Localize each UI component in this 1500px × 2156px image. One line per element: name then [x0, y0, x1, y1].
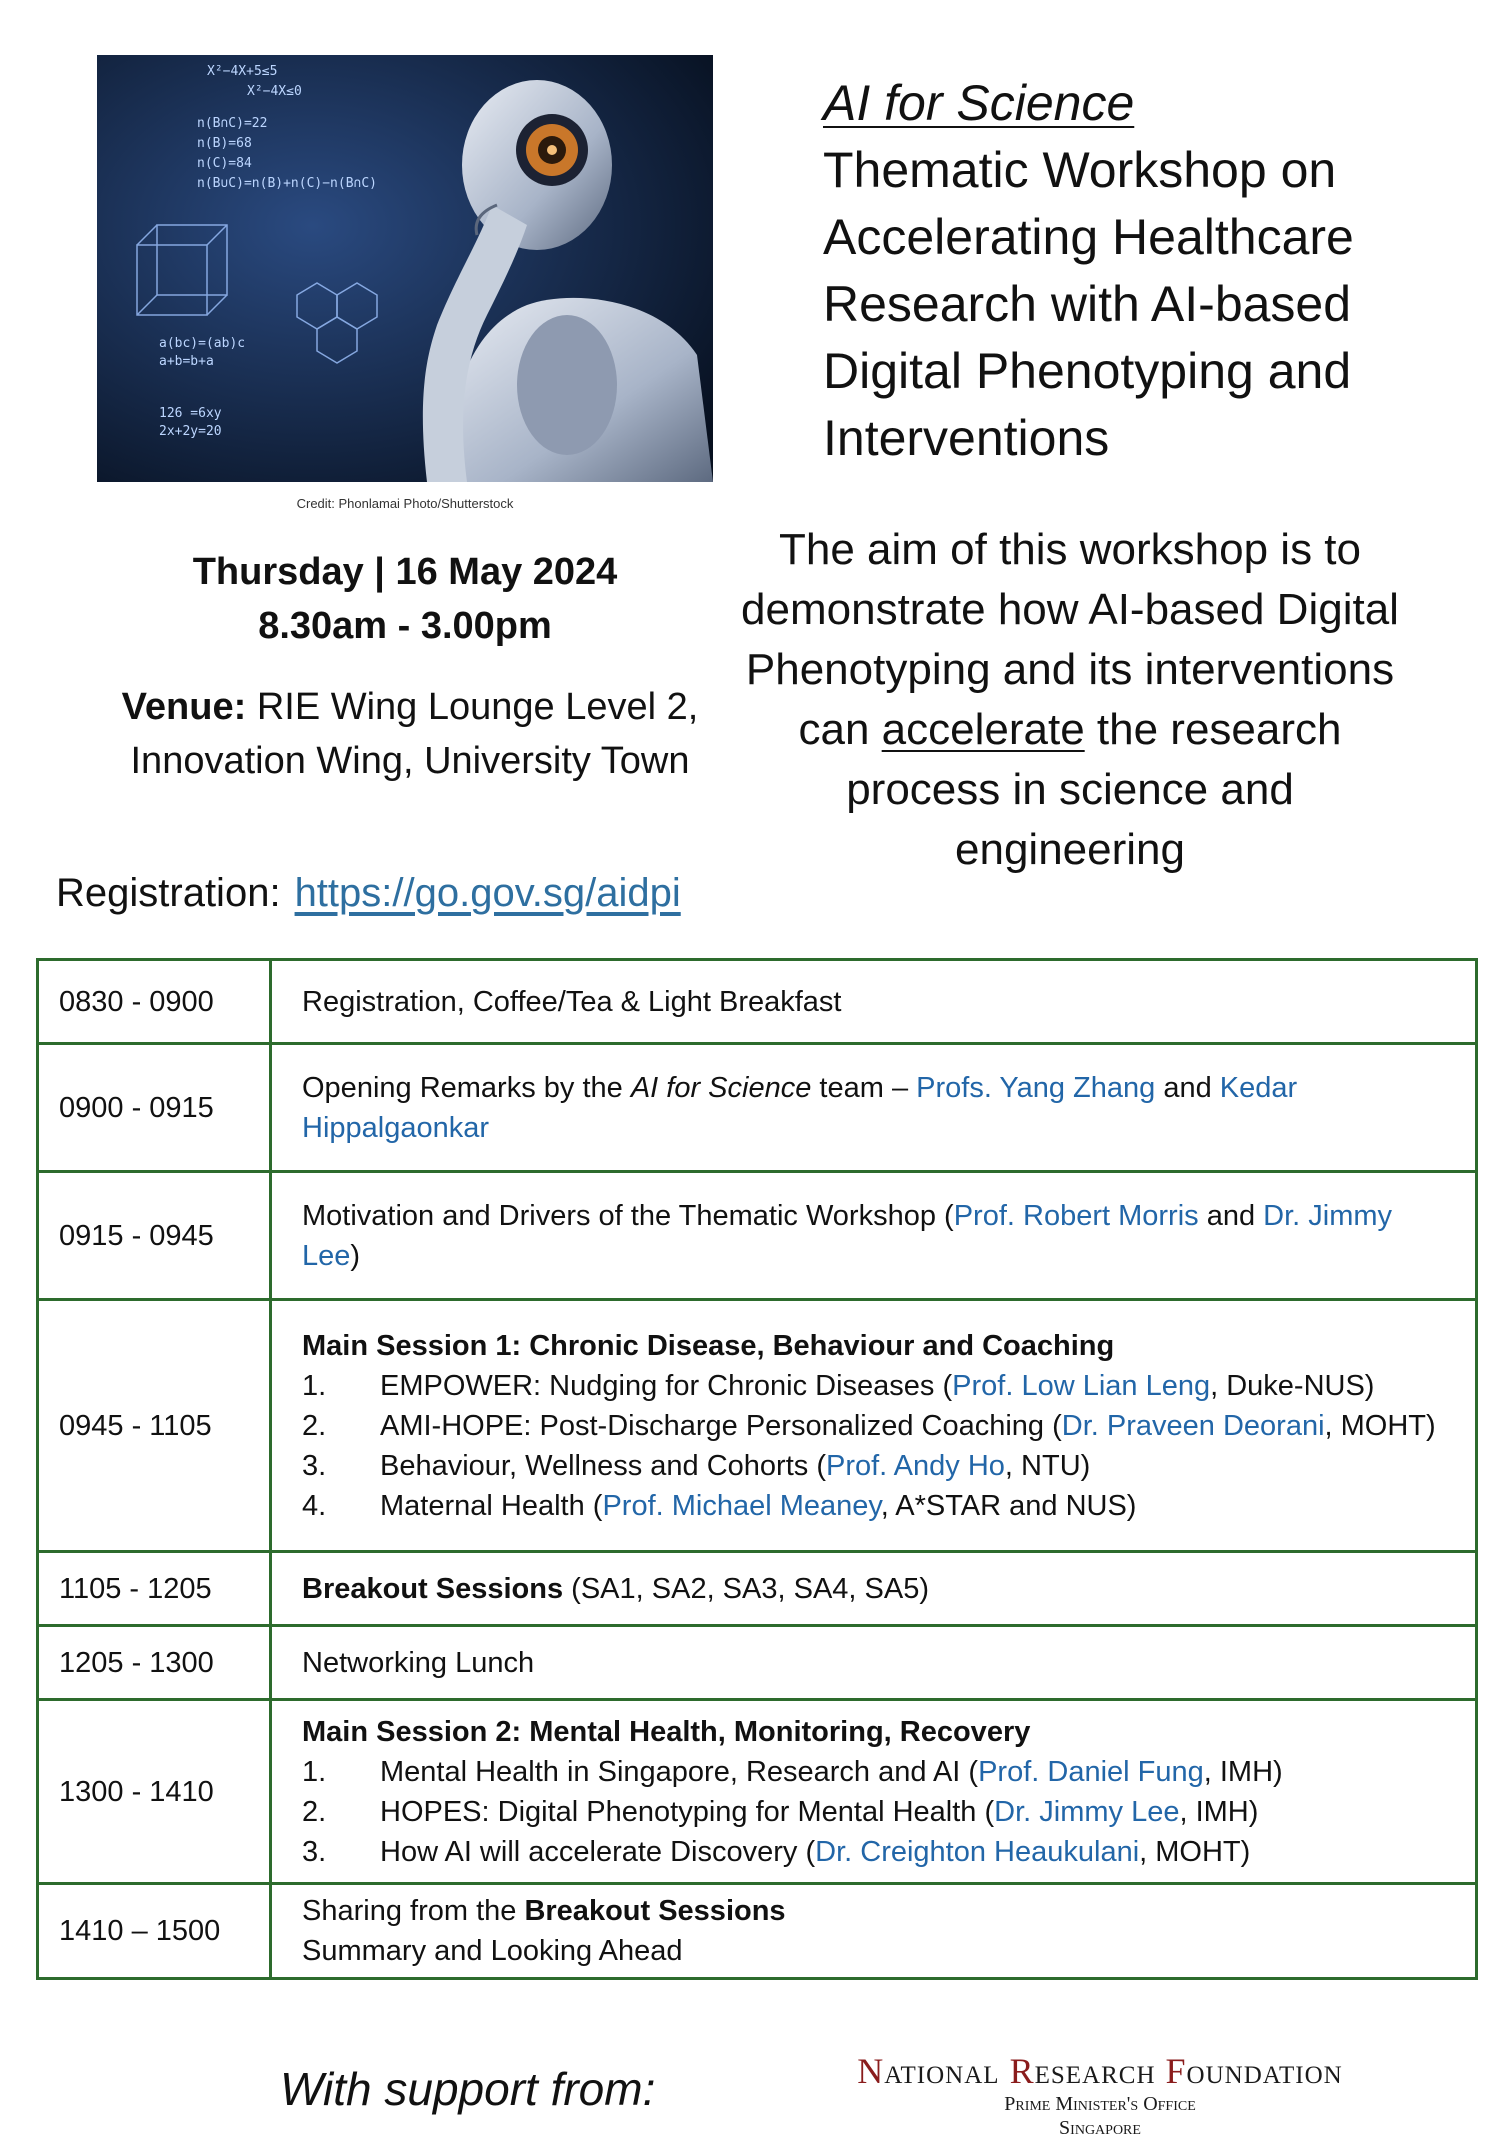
nrf-office: Prime Minister's Office: [1004, 2093, 1196, 2115]
agenda-table: [36, 958, 1478, 1980]
hero-formula: a+b=b+a: [159, 354, 214, 369]
workshop-title: [823, 70, 1463, 472]
venue-line-2: Innovation Wing, University Town: [130, 740, 690, 782]
agenda-row: [38, 1300, 1477, 1552]
speaker-link[interactable]: Dr. Praveen Deorani: [1061, 1409, 1325, 1442]
agenda-row: [38, 1172, 1477, 1300]
agenda-time: 1410 – 1500: [38, 1884, 271, 1979]
aim-text: the research process in science and engineering: [846, 705, 1342, 874]
agenda-text: team –: [811, 1071, 917, 1104]
venue-line-1: RIE Wing Lounge Level 2,: [246, 686, 699, 728]
agenda-text: Sharing from the: [302, 1895, 525, 1927]
hero-robot-image: [97, 55, 713, 482]
agenda-text: and: [1198, 1199, 1264, 1232]
hero-formula: 2x+2y=20: [159, 424, 222, 439]
talk-number: 3.: [302, 1449, 327, 1482]
talk-item: [302, 1832, 1445, 1872]
talk-title: HOPES: Digital Phenotyping for Mental Health (: [380, 1795, 995, 1828]
agenda-item: [271, 1172, 1477, 1300]
agenda-time: 0915 - 0945: [38, 1172, 271, 1300]
talk-item: [302, 1446, 1445, 1486]
title-line: Accelerating Healthcare: [823, 209, 1354, 265]
nrf-logo: [840, 2050, 1360, 2140]
agenda-item: [271, 1884, 1477, 1979]
agenda-time: 1205 - 1300: [38, 1626, 271, 1700]
agenda-time: 1300 - 1410: [38, 1700, 271, 1884]
agenda-time: 0900 - 0915: [38, 1044, 271, 1172]
session-heading: Main Session 2: Mental Health, Monitoring, Recovery: [302, 1715, 1031, 1748]
title-line: Digital Phenotyping and: [823, 343, 1352, 399]
talk-list: [302, 1752, 1445, 1872]
speaker-link[interactable]: Kedar Hippalgaonkar: [302, 1071, 1298, 1144]
hero-formula: n(B)=68: [197, 136, 252, 151]
hero-formula: n(B∪C)=n(B)+n(C)−n(B∩C): [197, 176, 378, 191]
hero-formula: a(bc)=(ab)c: [159, 336, 246, 351]
title-line: Interventions: [823, 410, 1110, 466]
hero-formula: X²−4X+5≤5: [207, 64, 278, 79]
talk-affiliation: , IMH): [1179, 1795, 1259, 1828]
agenda-item: [271, 1044, 1477, 1172]
talk-number: 1.: [302, 1369, 327, 1402]
agenda-item: Networking Lunch: [271, 1626, 1477, 1700]
speaker-link[interactable]: Profs. Yang Zhang: [916, 1071, 1156, 1104]
hero-formula: n(C)=84: [197, 156, 252, 171]
agenda-text-bold: Breakout Sessions: [524, 1895, 786, 1927]
talk-list: [302, 1366, 1445, 1526]
talk-title: How AI will accelerate Discovery (: [380, 1835, 816, 1868]
workshop-aim: [740, 520, 1400, 880]
talk-title: Maternal Health (: [380, 1489, 603, 1522]
speaker-link[interactable]: Prof. Daniel Fung: [978, 1755, 1204, 1788]
talk-number: 4.: [302, 1489, 327, 1522]
agenda-row: [38, 1552, 1477, 1626]
talk-item: [302, 1752, 1445, 1792]
talk-affiliation: , A*STAR and NUS): [880, 1489, 1137, 1522]
agenda-row: [38, 960, 1477, 1044]
agenda-row: [38, 1884, 1477, 1979]
agenda-item: [271, 1700, 1477, 1884]
speaker-link[interactable]: Prof. Andy Ho: [825, 1449, 1005, 1482]
talk-affiliation: , Duke-NUS): [1210, 1369, 1375, 1402]
title-line: Thematic Workshop on: [823, 142, 1337, 198]
agenda-item: [271, 1552, 1477, 1626]
agenda-text: (SA1, SA2, SA3, SA4, SA5): [563, 1572, 930, 1605]
speaker-link[interactable]: Prof. Michael Meaney: [602, 1489, 881, 1522]
talk-title: AMI-HOPE: Post-Discharge Personalized Coaching (: [380, 1409, 1062, 1442]
agenda-text: Summary and Looking Ahead: [302, 1935, 683, 1967]
agenda-text: Motivation and Drivers of the Thematic Workshop (: [302, 1199, 954, 1232]
talk-item: [302, 1406, 1445, 1446]
talk-number: 2.: [302, 1409, 327, 1442]
hero-formula: X²−4X≤0: [247, 84, 302, 99]
talk-item: [302, 1792, 1445, 1832]
talk-number: 1.: [302, 1755, 327, 1788]
aim-text: The aim of this workshop is to demonstrate how AI-based Digital Phenotyping and its interventions can: [741, 525, 1399, 754]
talk-affiliation: , IMH): [1203, 1755, 1283, 1788]
event-date: Thursday | 16 May 2024: [192, 551, 618, 593]
talk-title: Behaviour, Wellness and Cohorts (: [380, 1449, 826, 1482]
title-kicker: AI for Science: [823, 75, 1135, 131]
agenda-text-italic: AI for Science: [630, 1071, 812, 1104]
support-label: With support from:: [280, 2063, 656, 2115]
speaker-link[interactable]: Dr. Jimmy Lee: [994, 1795, 1180, 1828]
agenda-text: Opening Remarks by the: [302, 1071, 631, 1104]
title-line: Research with AI-based: [823, 276, 1352, 332]
session-heading: Main Session 1: Chronic Disease, Behaviour and Coaching: [302, 1329, 1115, 1362]
registration-link[interactable]: https://go.gov.sg/aidpi: [294, 871, 681, 915]
agenda-item: [271, 1300, 1477, 1552]
image-credit: Credit: Phonlamai Photo/Shutterstock: [296, 496, 514, 511]
event-time: 8.30am - 3.00pm: [258, 605, 552, 647]
talk-title: Mental Health in Singapore, Research and AI (: [380, 1755, 979, 1788]
speaker-link[interactable]: Prof. Robert Morris: [953, 1199, 1199, 1232]
agenda-row: [38, 1626, 1477, 1700]
talk-affiliation: , NTU): [1004, 1449, 1091, 1482]
aim-emphasis: accelerate: [881, 705, 1085, 754]
talk-number: 2.: [302, 1795, 327, 1828]
agenda-text: ): [350, 1239, 361, 1272]
speaker-link[interactable]: Dr. Jimmy Lee: [302, 1199, 1393, 1272]
talk-title: EMPOWER: Nudging for Chronic Diseases (: [380, 1369, 953, 1402]
event-venue: [80, 680, 740, 788]
talk-number: 3.: [302, 1835, 327, 1868]
agenda-text-bold: Breakout Sessions: [302, 1572, 564, 1605]
speaker-link[interactable]: Dr. Creighton Heaukulani: [815, 1835, 1140, 1868]
venue-label: Venue:: [121, 686, 247, 728]
hero-formula: n(B∩C)=22: [197, 116, 268, 131]
nrf-name: National Research Foundation: [857, 2051, 1343, 2091]
nrf-country: Singapore: [1059, 2117, 1141, 2139]
talk-affiliation: , MOHT): [1324, 1409, 1436, 1442]
agenda-text: and: [1155, 1071, 1220, 1104]
event-datetime: [97, 545, 713, 653]
talk-item: [302, 1366, 1445, 1406]
agenda-row: [38, 1044, 1477, 1172]
agenda-row: [38, 1700, 1477, 1884]
talk-affiliation: , MOHT): [1139, 1835, 1251, 1868]
talk-item: [302, 1486, 1445, 1526]
registration-label: Registration:: [56, 871, 281, 915]
agenda-time: 0945 - 1105: [38, 1300, 271, 1552]
speaker-link[interactable]: Prof. Low Lian Leng: [952, 1369, 1211, 1402]
agenda-item: Registration, Coffee/Tea & Light Breakfast: [271, 960, 1477, 1044]
agenda-time: 1105 - 1205: [38, 1552, 271, 1626]
agenda-time: 0830 - 0900: [38, 960, 271, 1044]
registration: [56, 866, 681, 920]
hero-formula: 126 =6xy: [159, 406, 222, 421]
